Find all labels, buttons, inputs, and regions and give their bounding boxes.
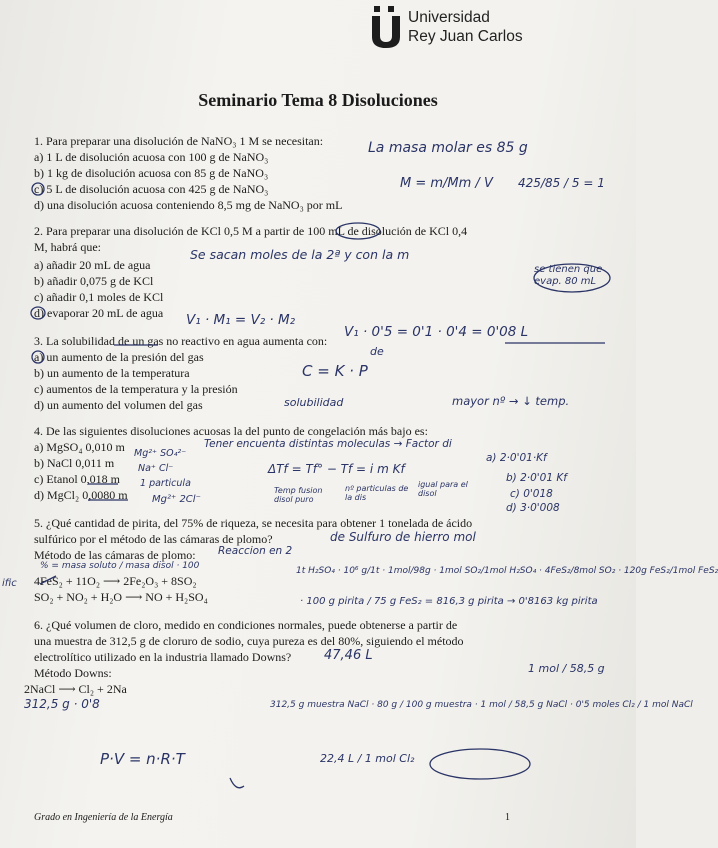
q5-stem-line1: 5. ¿Qué cantidad de pirita, del 75% de riqueza, se necesita para obtener 1 tonelada de ácido	[34, 516, 473, 530]
hw-q5-chain: 1t H₂SO₄ · 10⁶ g/1t · 1mol/98g · 1mol SO₂/1mol H₂SO₄ · 4FeS₂/8mol SO₂ · 120g FeS₂/1mol FeS₂	[296, 566, 718, 576]
q2-stem-line2: M, habrá que:	[34, 240, 101, 254]
q5-equation-1: 4FeS₂ + 11O₂ ⟶ 2Fe₂O₃ + 8SO₂	[34, 574, 197, 588]
hw-q4-c: c) 0'018	[510, 488, 553, 500]
hw-q6-pv: P·V = n·R·T	[100, 750, 185, 768]
q3-stem: 3. La solubilidad de un gas no reactivo en agua aumenta con:	[34, 334, 328, 348]
hw-q4-ions-a: Mg²⁺ SO₄²⁻	[134, 448, 187, 459]
hw-q6-result: 47,46 L	[324, 648, 373, 663]
q4-option-c: c) Etanol 0,018 m	[34, 472, 120, 486]
hw-q3-formula: C = K · P	[302, 362, 368, 380]
hw-q1-formula: M = m/Mm / V	[400, 176, 493, 191]
hw-q4-note: Tener encuenta distintas moleculas → Factor di	[204, 438, 452, 450]
q4-stem: 4. De las siguientes disoluciones acuosas la del punto de congelación más bajo es:	[34, 424, 428, 438]
q4-option-a: a) MgSO₄ 0,010 m	[34, 440, 125, 454]
hw-q3-note: de	[370, 345, 384, 358]
q6-stem-line1: 6. ¿Qué volumen de cloro, medido en condiciones normales, puede obtenerse a partir de	[34, 618, 458, 632]
q2-100ml-circle	[336, 223, 380, 239]
hw-q5-sulfuro: de Sulfuro de hierro mol	[330, 530, 476, 544]
hw-q4-formula: ΔTf = Tf° − Tf = i m Kf	[268, 462, 405, 476]
q2-side-circle	[534, 264, 610, 292]
q6-answer-circle	[430, 749, 530, 779]
hw-q1-molar-mass: La masa molar es 85 g	[368, 140, 528, 156]
q5-method: Método de las cámaras de plomo:	[34, 548, 196, 562]
hw-q5-percent: % = masa soluto / masa disol · 100	[40, 561, 200, 571]
q6-method: Método Downs:	[34, 666, 112, 680]
q3-option-d: d) un aumento del volumen del gas	[34, 398, 203, 412]
footer-degree: Grado en Ingeniería de la Energía	[34, 812, 173, 823]
q2-option-b: b) añadir 0,075 g de KCl	[34, 274, 154, 288]
q3-option-c: c) aumentos de la temperatura y la presión	[34, 382, 238, 396]
hw-q2-calc: V₁ · 0'5 = 0'1 · 0'4 = 0'08 L	[344, 324, 529, 340]
hw-q4-a: a) 2·0'01·Kf	[486, 452, 547, 464]
hw-q2-side-note: se tienen que evap. 80 mL	[534, 264, 603, 287]
hw-q5-reaction: Reaccion en 2	[218, 545, 293, 557]
hw-q4-d: d) 3·0'008	[506, 502, 560, 514]
hw-q4-ions-c: 1 particula	[140, 478, 191, 489]
hw-q6-purity: 312,5 g · 0'8	[24, 697, 100, 711]
q2-answer-circle	[31, 307, 45, 319]
q6-squiggle-arrow	[230, 778, 244, 788]
hw-q4-b: b) 2·0'01 Kf	[506, 472, 567, 484]
page-number: 1	[505, 812, 510, 823]
hw-q1-calc: 425/85 / 5 = 1	[518, 176, 605, 190]
hw-q6-molar: 1 mol / 58,5 g	[528, 662, 605, 675]
q1-option-a: a) 1 L de disolución acuosa con 100 g de NaNO₃	[34, 150, 269, 164]
q2-option-d: d) evaporar 20 mL de agua	[34, 306, 164, 320]
hw-q5-margin: ific	[2, 578, 17, 589]
hw-q3-label: solubilidad	[284, 396, 344, 409]
q3-option-a: a) un aumento de la presión del gas	[34, 350, 204, 364]
q2-stem-line1: 2. Para preparar una disolución de KCl 0,5 M a partir de 100 mL de disolución de KCl 0,4	[34, 224, 468, 238]
q4-option-b: b) NaCl 0,011 m	[34, 456, 115, 470]
hw-q4-equal: igual para el disol	[418, 480, 468, 498]
q6-equation: 2NaCl ⟶ Cl₂ + 2Na	[24, 682, 127, 696]
page-title: Seminario Tema 8 Disoluciones	[198, 90, 438, 110]
q5-equation-2: SO₂ + NO₂ + H₂O ⟶ NO + H₂SO₄	[34, 590, 208, 604]
hw-q2-formula: V₁ · M₁ = V₂ · M₂	[186, 312, 296, 328]
q2-option-c: c) añadir 0,1 moles de KCl	[34, 290, 164, 304]
q1-option-c: c) 5 L de disolución acuosa con 425 g de NaNO₃	[34, 182, 269, 196]
q1-option-b: b) 1 kg de disolución acuosa con 85 g de NaNO₃	[34, 166, 269, 180]
q1-stem: 1. Para preparar una disolución de NaNO₃ 1 M se necesitan:	[34, 134, 324, 148]
hw-q5-pyrite: · 100 g pirita / 75 g FeS₂ = 816,3 g pirita → 0'8163 kg pirita	[300, 596, 598, 607]
q6-stem-line3: electrolítico utilizado en la industria llamado Downs?	[34, 650, 292, 664]
q5-stem-line2: sulfúrico por el método de las cámaras de plomo?	[34, 532, 273, 546]
q3-answer-circle	[32, 351, 44, 363]
q2-option-a: a) añadir 20 mL de agua	[34, 258, 151, 272]
university-line1: Universidad	[408, 9, 490, 26]
university-line2: Rey Juan Carlos	[408, 28, 523, 45]
hw-q4-temp: Temp fusion disol puro	[274, 486, 323, 504]
hw-q6-chain: 312,5 g muestra NaCl · 80 g / 100 g muestra · 1 mol / 58,5 g NaCl · 0'5 moles Cl₂ / 1 mol NaCl	[270, 700, 693, 710]
hw-q4-ions-b: Na⁺ Cl⁻	[138, 463, 174, 474]
q3-option-b: b) un aumento de la temperatura	[34, 366, 190, 380]
q1-option-d: d) una disolución acuosa conteniendo 8,5 mg de NaNO₃ por mL	[34, 198, 343, 212]
hw-q4-particles: nº particulas de la dis	[345, 484, 409, 502]
hw-q6-volume: 22,4 L / 1 mol Cl₂	[320, 752, 415, 765]
q6-stem-line2: una muestra de 312,5 g de cloruro de sodio, cuya pureza es del 80%, siguiendo el método	[34, 634, 464, 648]
q4-option-d: d) MgCl₂ 0,0080 m	[34, 488, 128, 502]
q5-equation-arrow	[40, 576, 56, 584]
hw-q3-right: mayor nº → ↓ temp.	[452, 394, 570, 408]
q1-answer-circle	[32, 183, 44, 195]
hw-q2-note: Se sacan moles de la 2ª y con la m	[190, 247, 410, 262]
hw-q4-ions-d: Mg²⁺ 2Cl⁻	[152, 494, 201, 505]
